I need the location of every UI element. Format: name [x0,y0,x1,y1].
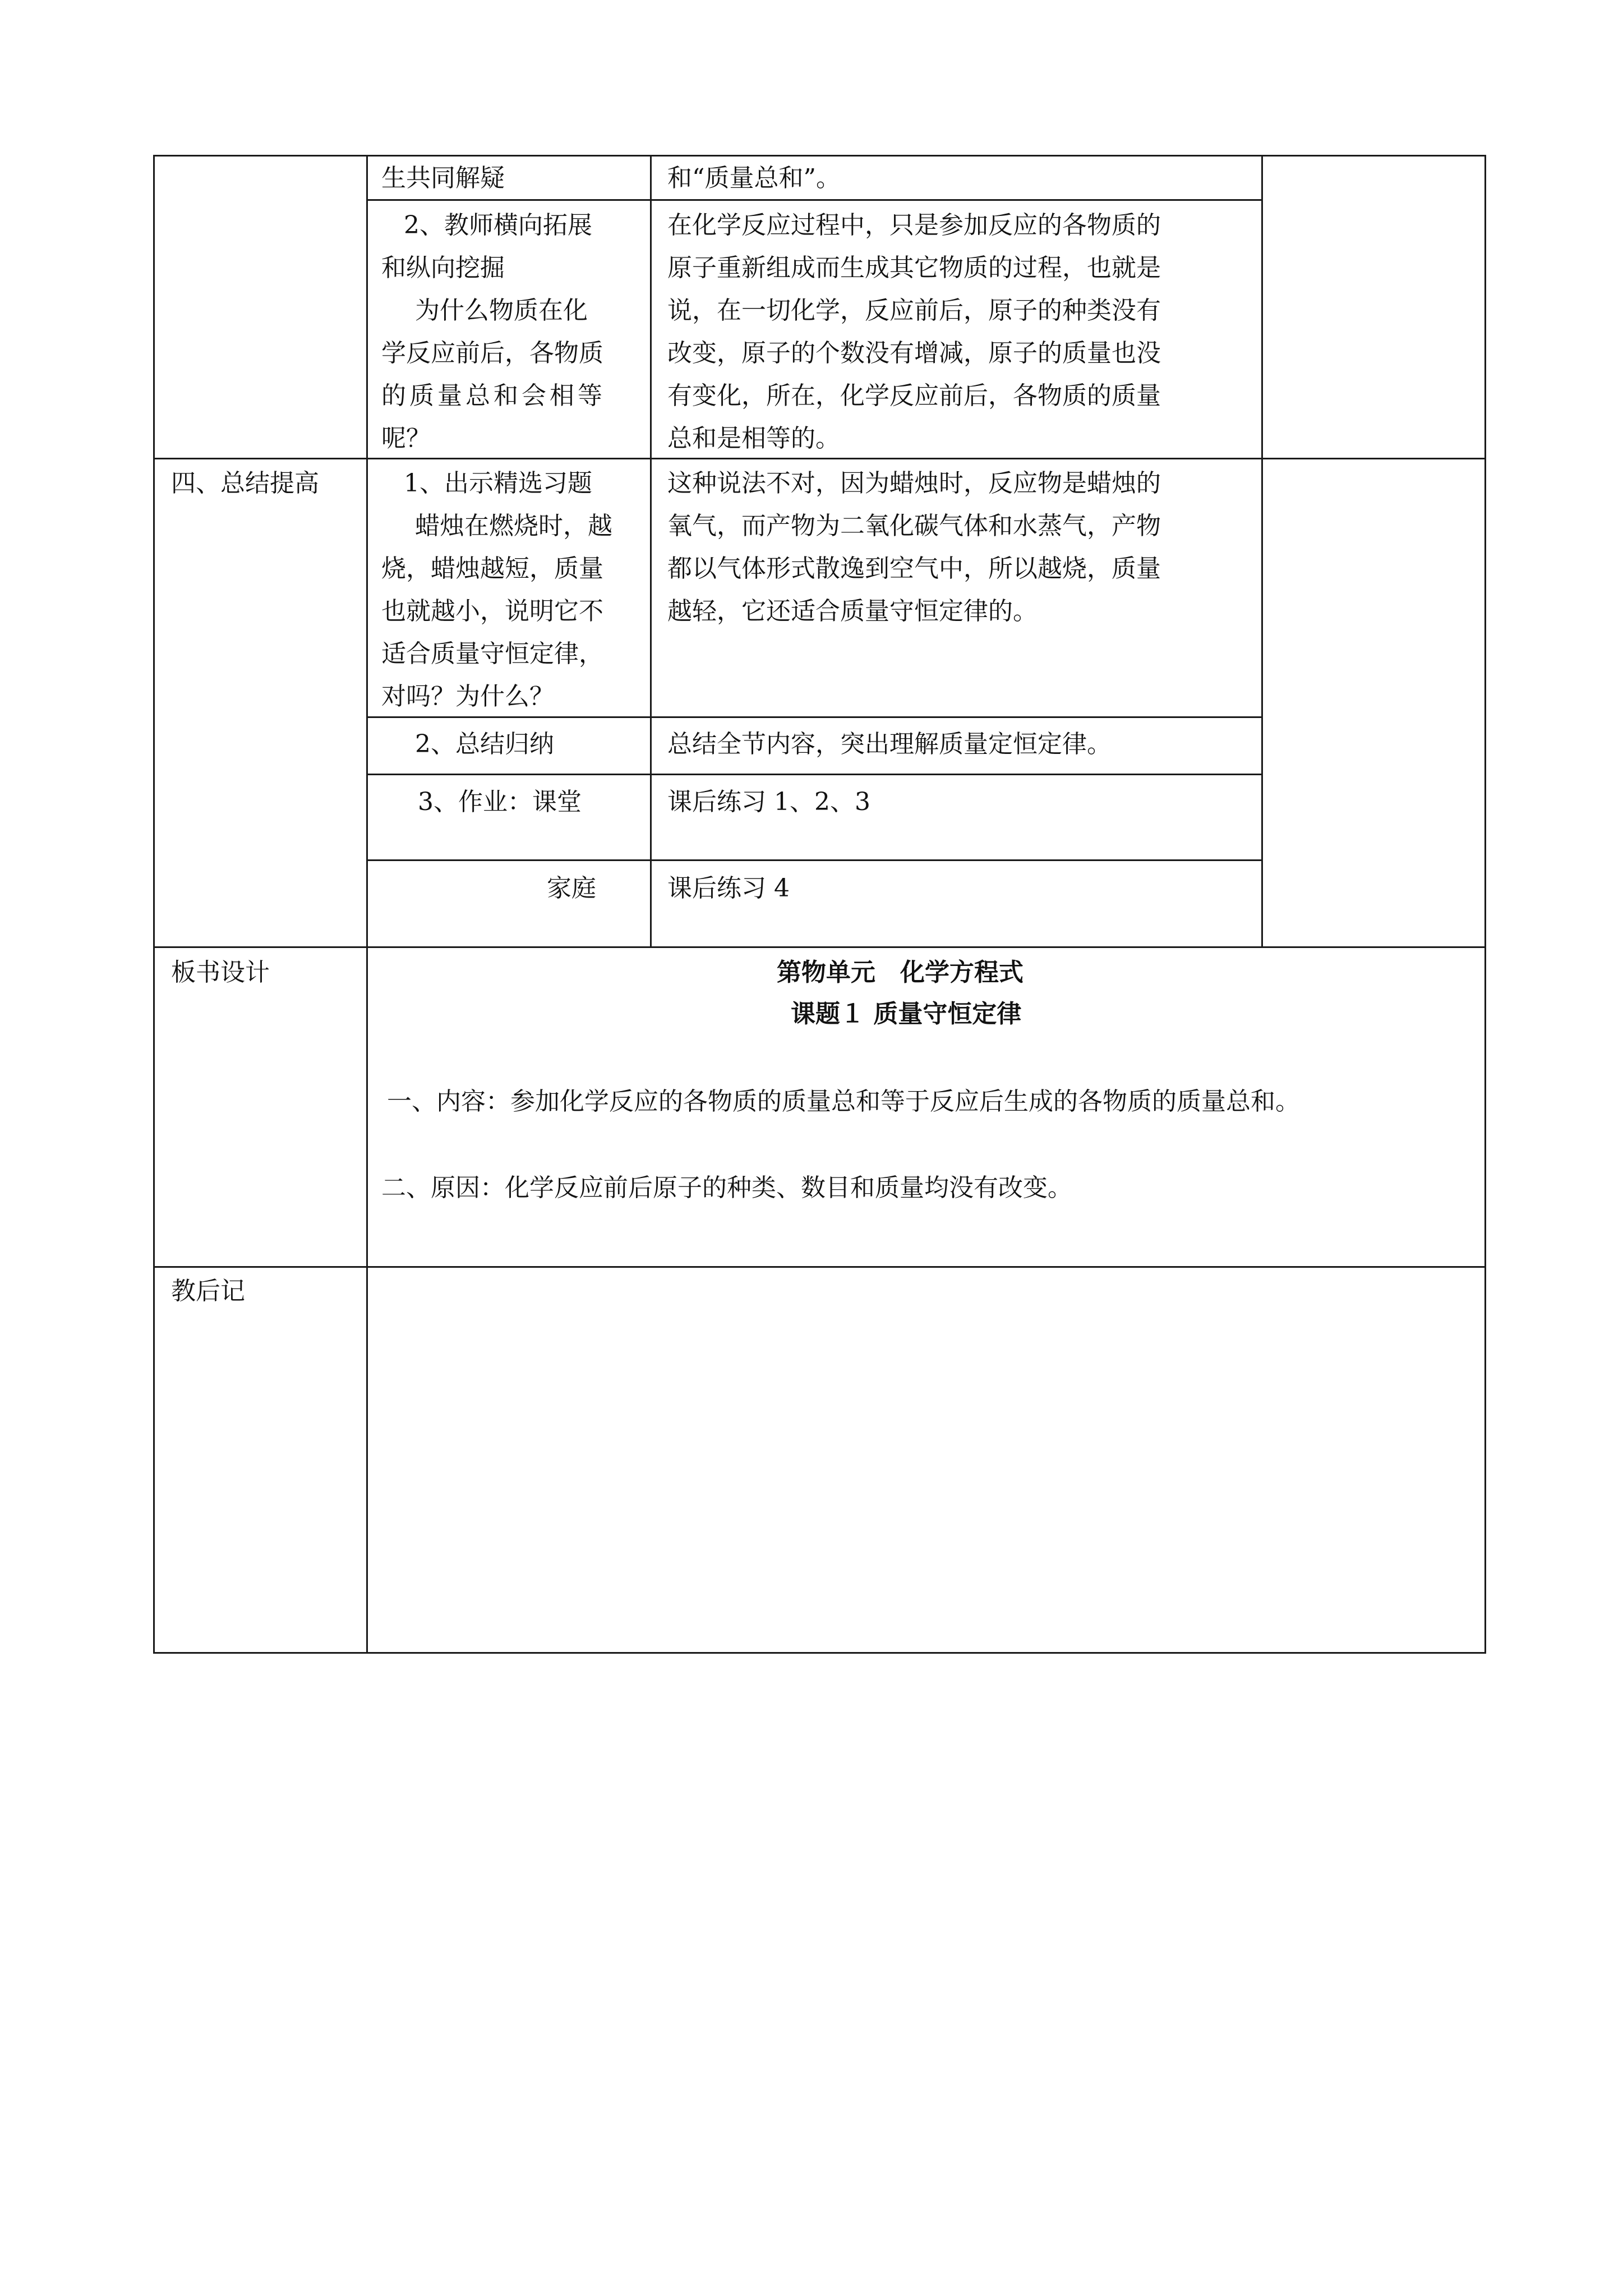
content-line: 在化学反应过程中，只是参加反应的各物质的 [667,211,1161,240]
homework-home-step: 家庭 [547,874,596,903]
grid-line [366,155,368,1654]
phase-label: 四、总结提高 [171,469,319,498]
homework-home-content: 课后练习 4 [667,874,790,903]
step-line: 学反应前后，各物质 [381,339,603,367]
step-line: 也就越小，说明它不 [381,597,603,625]
conclude-step: 2、总结归纳 [415,730,554,758]
content-cell-text: 和“质量总和”。 [667,164,841,192]
content-line: 原子重新组成而生成其它物质的过程，也就是 [667,254,1161,282]
content-line: 氧气，而产物为二氧化碳气体和水蒸气，产物 [667,512,1161,540]
board-title: 第物单元 化学方程式 [777,958,1023,987]
step-line: 蜡烛在燃烧时，越 [415,512,612,540]
grid-line [650,155,652,948]
content-line: 总和是相等的。 [667,424,840,453]
content-line: 这种说法不对，因为蜡烛时，反应物是蜡烛的 [667,469,1161,498]
content-line: 越轻，它还适合质量守恒定律的。 [667,597,1038,625]
grid-line [153,1266,1486,1268]
board-point-reason: 二、原因：化学反应前后原子的种类、数目和质量均没有改变。 [381,1174,1072,1202]
homework-class-content: 课后练习 1、2、3 [667,788,870,816]
step-line: 1、出示精选习题 [404,469,592,498]
board-label: 板书设计 [171,958,270,987]
conclude-content: 总结全节内容，突出理解质量定恒定律。 [667,730,1112,758]
homework-class-step: 3、作业：课堂 [418,788,582,816]
grid-line [366,774,1263,775]
grid-line [1261,155,1263,948]
grid-line [153,155,155,1654]
content-line: 说，在一切化学，反应前后，原子的种类没有 [667,296,1161,325]
step-cell-text: 生共同解疑 [381,164,505,192]
board-point-content: 一、内容：参加化学反应的各物质的质量总和等于反应后生成的各物质的质量总和。 [387,1087,1300,1116]
step-line: 2、教师横向拓展 [404,211,592,240]
grid-line [153,946,1486,948]
step-line: 为什么物质在化 [415,296,588,325]
step-line: 的质量总和会相等 [381,381,606,410]
step-line: 和纵向挖掘 [381,254,505,282]
content-line: 有变化，所在，化学反应前后，各物质的质量 [667,381,1161,410]
step-line: 适合质量守恒定律， [381,639,603,668]
content-line: 改变，原子的个数没有增减，原子的质量也没 [667,339,1161,367]
content-line: 都以气体形式散逸到空气中，所以越烧，质量 [667,554,1161,583]
grid-line [366,859,1263,861]
step-line: 烧，蜡烛越短，质量 [381,554,603,583]
grid-line [153,1652,1486,1654]
step-line: 对吗？为什么？ [381,682,554,711]
reflection-label: 教后记 [171,1277,245,1305]
grid-line [1484,155,1486,1654]
step-line: 呢？ [381,424,431,453]
board-subtitle: 课题１ 质量守恒定律 [791,1000,1022,1028]
